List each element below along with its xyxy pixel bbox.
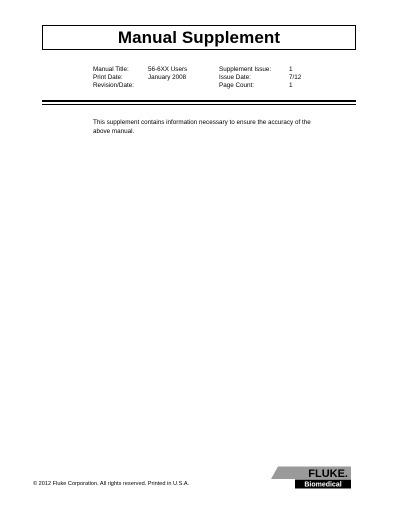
logo-sub-text: Biomedical <box>304 481 342 489</box>
supplement-body-text: This supplement contains information necessary to ensure the accuracy of the above manual. <box>93 119 311 135</box>
manual-title-label: Manual Title: <box>93 66 129 73</box>
revision-date-label: Revision/Date: <box>93 82 134 89</box>
print-date-label: Print Date: <box>93 74 123 81</box>
supplement-issue-label: Supplement Issue: <box>219 66 272 73</box>
supplement-issue-value: 1 <box>289 66 293 73</box>
metadata-row <box>0 74 400 82</box>
manual-title-value: 56-6XX Users <box>148 66 188 73</box>
logo-brand-text: FLUKE. <box>308 468 348 480</box>
issue-date-value: 7/12 <box>289 74 302 81</box>
page-count-value: 1 <box>289 82 293 89</box>
metadata-table <box>0 66 400 90</box>
print-date-value: January 2008 <box>148 74 187 81</box>
metadata-row <box>0 66 400 74</box>
page-title: Manual Supplement <box>117 27 281 47</box>
logo-graphic <box>271 466 351 490</box>
divider-thin <box>42 104 356 105</box>
fluke-biomedical-logo <box>271 466 351 490</box>
title-box <box>42 25 356 50</box>
divider-thick <box>42 100 356 102</box>
page-count-label: Page Count: <box>219 82 255 89</box>
copyright-footer: © 2012 Fluke Corporation. All rights reserved. Printed in U.S.A. <box>33 481 190 487</box>
issue-date-label: Issue Date: <box>219 74 251 81</box>
metadata-row <box>0 82 400 90</box>
